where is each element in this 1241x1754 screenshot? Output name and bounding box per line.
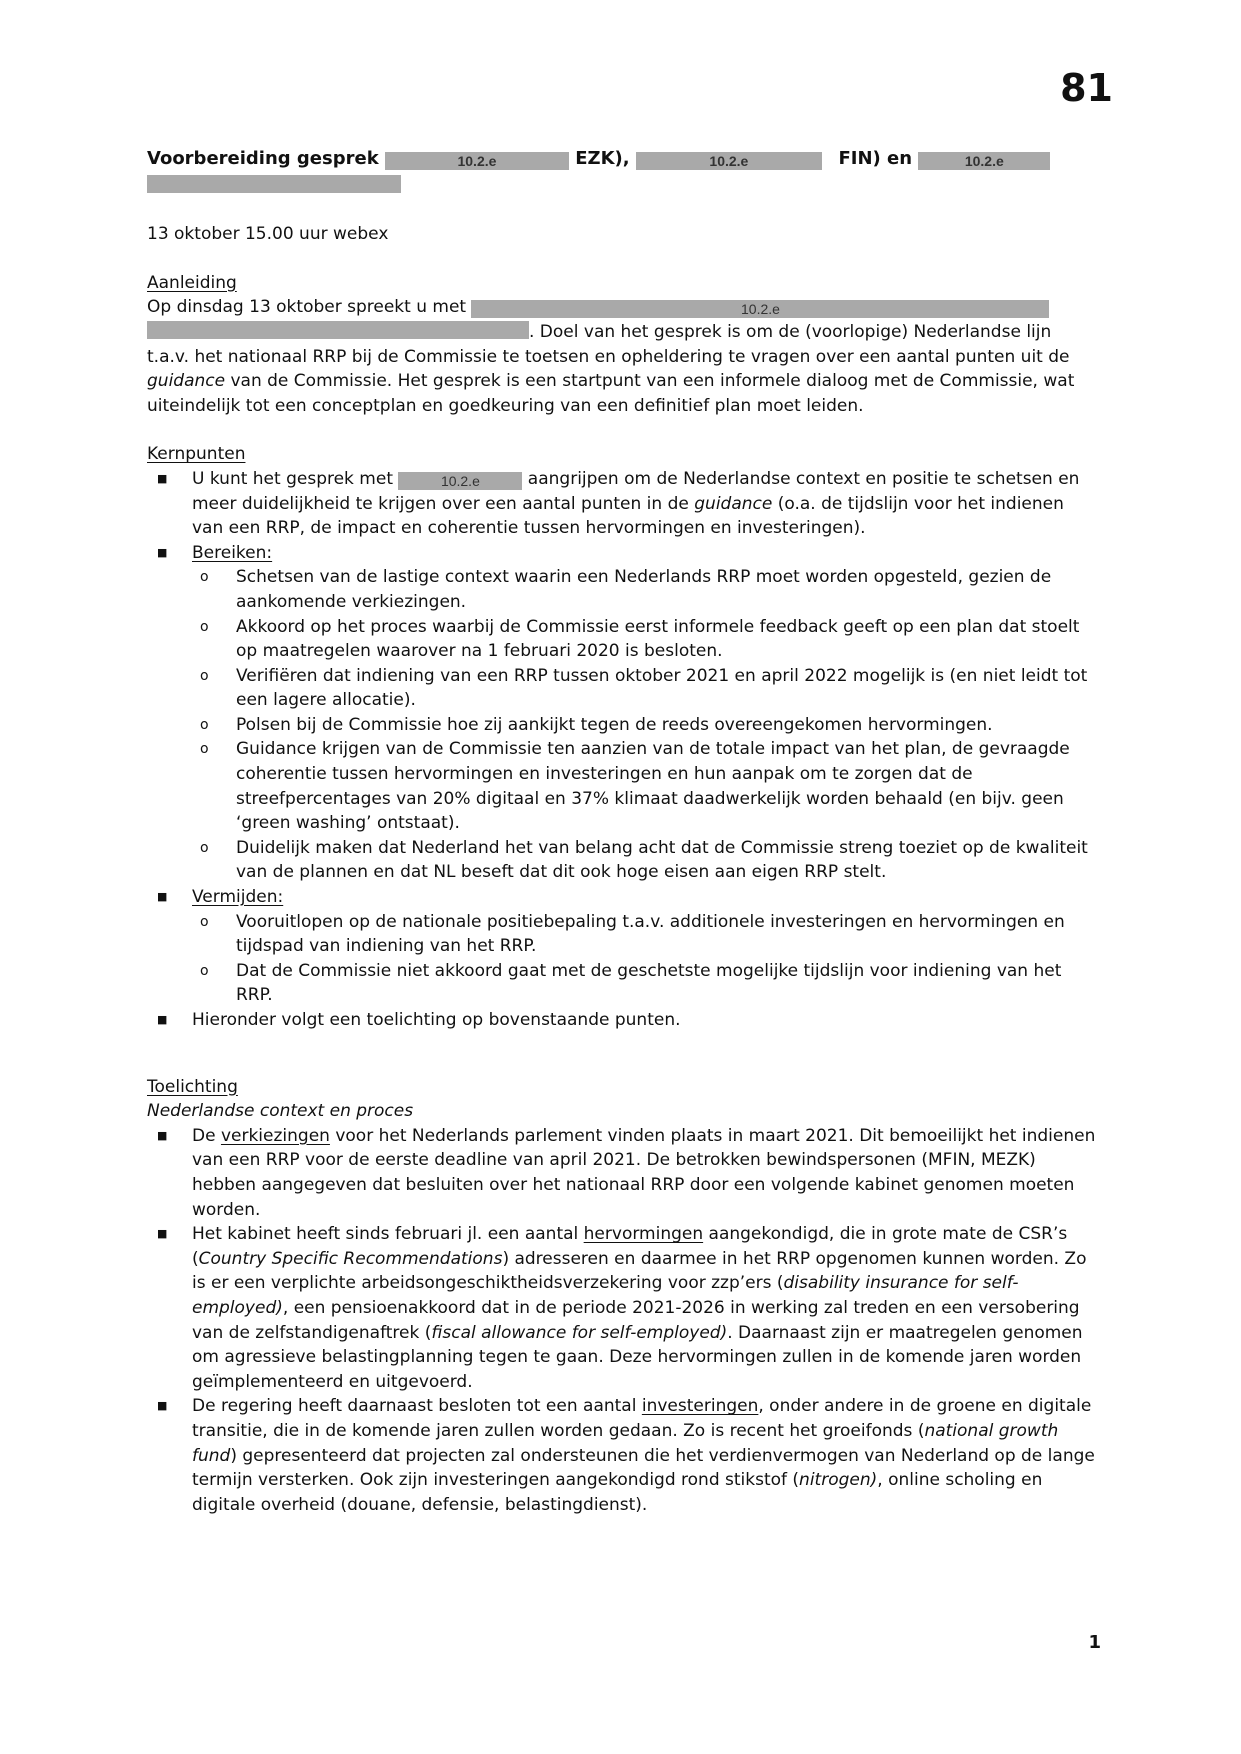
kernpunt-text: aangrijpen om de Nederlandse context en positie te schetsen en meer duidelijkheid te krijgen over een aantal punten in de bbox=[192, 468, 1080, 514]
bullet-circle-icon: o bbox=[200, 839, 209, 856]
list-item bbox=[147, 1394, 1097, 1517]
kernpunt-text: U kunt het gesprek met bbox=[192, 468, 393, 489]
bereiken-text: Duidelijk maken dat Nederland het van belang acht dat de Commissie streng toeziet op de kwaliteit van de plannen en dat NL beseft dat dit ook hoge eisen aan eigen RRP stelt. bbox=[236, 837, 1088, 883]
redaction-block: 10.2.e bbox=[636, 152, 822, 170]
bullet-circle-icon: o bbox=[200, 716, 209, 733]
sub-list-item bbox=[192, 737, 1097, 835]
title-ezk: EZK), bbox=[575, 148, 630, 169]
title-prefix: Voorbereiding gesprek bbox=[147, 148, 379, 169]
bullet-square-icon: ■ bbox=[157, 545, 168, 559]
document-title bbox=[147, 147, 1097, 198]
bullet-square-icon: ■ bbox=[157, 1227, 168, 1241]
page-number-bottom: 1 bbox=[1088, 1632, 1101, 1653]
bullet-circle-icon: o bbox=[200, 667, 209, 684]
sub-list-item bbox=[192, 910, 1097, 959]
list-item bbox=[147, 1008, 1097, 1033]
vermijden-text: Vooruitlopen op de nationale positiebepaling t.a.v. additionele investeringen en hervormingen en tijdspad van indiening van het RRP. bbox=[236, 911, 1065, 957]
bereiken-list bbox=[192, 565, 1097, 885]
redaction-block: 10.2.e bbox=[918, 152, 1050, 170]
sub-list-item bbox=[192, 664, 1097, 713]
toelichting-italic: Country Specific Recommendations bbox=[198, 1248, 503, 1269]
bullet-square-icon: ■ bbox=[157, 890, 168, 904]
toelichting-text: ) adresseren en daarmee in het RRP opgenomen kunnen worden. Zo is er een verplichte arbeidsongeschiktheidsverzekering voor zzp’ers ( bbox=[192, 1248, 1087, 1294]
toelichting-text: , een pensioenakkoord dat in de periode 2021-2026 in werking zal treden en een versobering van de zelfstandigenaftrek ( bbox=[192, 1297, 1080, 1343]
toelichting-text: , online scholing en digitale overheid (douane, defensie, belastingdienst). bbox=[192, 1470, 1043, 1515]
list-item bbox=[147, 467, 1097, 541]
toelichting-underlined: hervormingen bbox=[583, 1224, 704, 1245]
vermijden-list bbox=[192, 910, 1097, 1008]
toelichting-text: ) gepresenteerd dat projecten zal ondersteunen die het verdienvermogen van Nederland op de lange termijn versterken. Ook zijn investeringen aangekondigd rond stikstof ( bbox=[192, 1445, 1095, 1491]
list-item bbox=[147, 541, 1097, 885]
bullet-square-icon: ■ bbox=[157, 1399, 168, 1413]
page-number-top: 81 bbox=[1060, 66, 1113, 110]
toelichting-underlined: verkiezingen bbox=[220, 1125, 330, 1146]
list-item bbox=[147, 1222, 1097, 1394]
toelichting-text: , onder andere in de groene en digitale transitie, die in de komende jaren zullen worden gedaan. Zo is recent het groeifonds ( bbox=[192, 1396, 1092, 1441]
toelichting-list bbox=[147, 1124, 1097, 1518]
list-item bbox=[147, 885, 1097, 1008]
toelichting-text: De regering heeft daarnaast besloten tot een aantal bbox=[192, 1396, 642, 1417]
redaction-block-empty bbox=[147, 321, 529, 339]
bereiken-text: Verifiëren dat indiening van een RRP tussen oktober 2021 en april 2022 mogelijk is (en niet leidt tot een lagere allocatie). bbox=[236, 665, 1088, 711]
sub-list-item bbox=[192, 959, 1097, 1008]
aanleiding-heading: Aanleiding bbox=[147, 272, 237, 293]
toelichting-italic: national growth fund bbox=[192, 1420, 1059, 1466]
toelichting-subheading bbox=[147, 1099, 1097, 1124]
bereiken-text: Akkoord op het proces waarbij de Commissie eerst informele feedback geeft op een plan dat stoelt op maatregelen waarover na 1 februari 2020 is besloten. bbox=[236, 616, 1080, 662]
sub-list-item bbox=[192, 836, 1097, 885]
bullet-circle-icon: o bbox=[200, 569, 209, 586]
bullet-circle-icon: o bbox=[200, 913, 209, 930]
toelichting-underlined: investeringen bbox=[641, 1396, 759, 1417]
redaction-block: 10.2.e bbox=[471, 300, 1049, 318]
aanleiding-text-1: Op dinsdag 13 oktober spreekt u met bbox=[147, 297, 467, 318]
aanleiding-paragraph bbox=[147, 295, 1097, 418]
toelichting-heading: Toelichting bbox=[147, 1076, 238, 1097]
bereiken-text: Polsen bij de Commissie hoe zij aankijkt tegen de reeds overeengekomen hervormingen. bbox=[236, 714, 993, 735]
redaction-block-empty bbox=[147, 175, 401, 193]
date-line: 13 oktober 15.00 uur webex bbox=[147, 224, 389, 245]
bereiken-label: Bereiken: bbox=[192, 542, 273, 563]
sub-list-item bbox=[192, 615, 1097, 664]
vermijden-label: Vermijden: bbox=[192, 887, 284, 908]
bullet-circle-icon: o bbox=[200, 618, 209, 635]
bullet-square-icon: ■ bbox=[157, 1013, 168, 1026]
bullet-circle-icon: o bbox=[200, 741, 209, 758]
toelichting-italic: fiscal allowance for self-employed) bbox=[431, 1322, 728, 1343]
kernpunt-guidance: guidance bbox=[694, 493, 773, 514]
toelichting-text: De bbox=[192, 1125, 221, 1146]
aanleiding-text-3: van de Commissie. Het gesprek is een startpunt van een informele dialoog met de Commissie, wat uiteindelijk tot een conceptplan en goedkeuring van een definitief plan moet leiden. bbox=[147, 371, 1075, 416]
title-fin: FIN) en bbox=[838, 148, 913, 169]
kernpunt-text: Hieronder volgt een toelichting op bovenstaande punten. bbox=[192, 1010, 681, 1030]
redaction-block: 10.2.e bbox=[385, 152, 569, 170]
aanleiding-guidance: guidance bbox=[147, 371, 226, 392]
kernpunten-list bbox=[147, 467, 1097, 1033]
toelichting-text: aangekondigd, die in grote mate de CSR’s ( bbox=[192, 1224, 1068, 1269]
toelichting-italic: disability insurance for self-employed) bbox=[192, 1273, 1019, 1318]
sub-list-item bbox=[192, 713, 1097, 738]
bullet-circle-icon: o bbox=[200, 962, 209, 979]
list-item bbox=[147, 1124, 1097, 1222]
aanleiding-text-2: . Doel van het gesprek is om de (voorlopige) Nederlandse lijn t.a.v. het nationaal RRP bij de Commissie te toetsen en opheldering te vragen over een aantal punten uit de bbox=[147, 321, 1070, 367]
toelichting-italic: nitrogen) bbox=[799, 1470, 878, 1491]
kernpunten-heading: Kernpunten bbox=[147, 444, 246, 465]
toelichting-text: . Daarnaast zijn er maatregelen genomen om agressieve belastingplanning tegen te gaan. Deze hervormingen zullen in de komende jaren worden geïmplementeerd en uitgevoerd. bbox=[192, 1322, 1083, 1392]
redaction-block: 10.2.e bbox=[398, 472, 522, 490]
bullet-square-icon: ■ bbox=[157, 1128, 168, 1142]
bereiken-text: Guidance krijgen van de Commissie ten aanzien van de totale impact van het plan, de gevraagde coherentie tussen hervormingen en investeringen en hun aanpak om te zorgen dat de streefpercentages van 20% digitaal en 37% klimaat daadwerkelijk worden behaald (en bijv. geen ‘green washing’ ontstaat). bbox=[236, 739, 1070, 834]
toelichting-text: Het kabinet heeft sinds februari jl. een aantal bbox=[192, 1224, 584, 1245]
bullet-square-icon: ■ bbox=[157, 471, 168, 485]
document-body bbox=[147, 147, 1097, 1517]
toelichting-subheading-text: Nederlandse context en proces bbox=[147, 1101, 414, 1122]
bereiken-text: Schetsen van de lastige context waarin een Nederlands RRP moet worden opgesteld, gezien de aankomende verkiezingen. bbox=[236, 567, 1052, 612]
sub-list-item bbox=[192, 565, 1097, 614]
toelichting-text: voor het Nederlands parlement vinden plaats in maart 2021. Dit bemoeilijkt het indienen van een RRP voor de eerste deadline van april 2021. De betrokken bewindspersonen (MFIN, MEZK) hebben aangegeven dat besluiten over het nationaal RRP door een volgende kabinet genomen moeten worden. bbox=[192, 1125, 1096, 1220]
kernpunt-text: (o.a. de tijdslijn voor het indienen van een RRP, de impact en coherentie tussen hervormingen en investeringen). bbox=[192, 493, 1064, 539]
vermijden-text: Dat de Commissie niet akkoord gaat met de geschetste mogelijke tijdslijn voor indiening van het RRP. bbox=[236, 960, 1062, 1006]
